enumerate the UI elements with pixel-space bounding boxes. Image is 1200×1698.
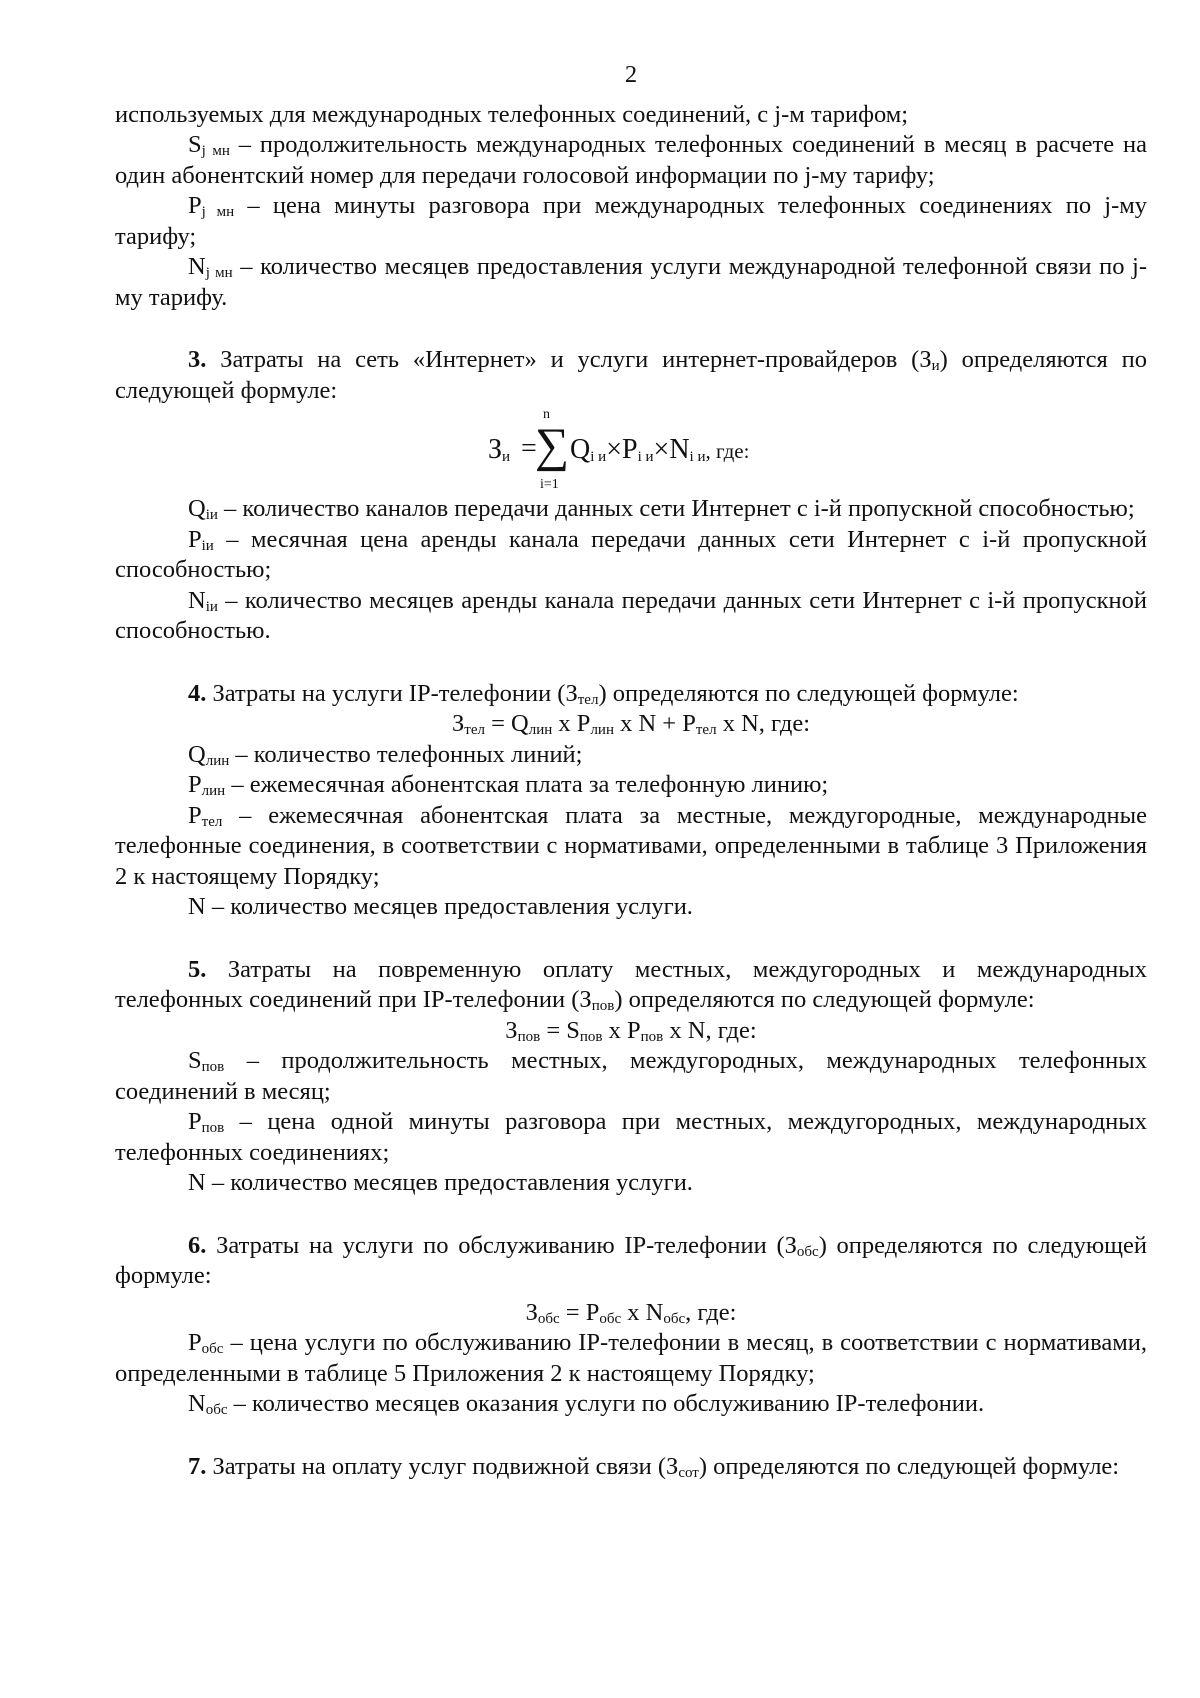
section-6-heading: 6. Затраты на услуги по обслуживанию IP-телефонии $(З_{обс})$ определяются по следующей формуле: bbox=[115, 1231, 1147, 1289]
definition-n-internet: $N_{iи}$ – количество месяцев аренды канала передачи данных сети Интернет с i-й пропускной способностью. bbox=[115, 586, 1147, 644]
section-5-heading: 5. Затраты на повременную оплату местных, междугородных и международных телефонных соединений при IP-телефонии $(З_{пов})$ определяются по следующей формуле: bbox=[115, 955, 1147, 1014]
sum-icon: ∑ bbox=[535, 419, 570, 472]
time-based-formula: $З_{пов} = S_{пов}$ x $P_{пов}$ x N, где: bbox=[505, 1016, 757, 1045]
section-4-heading: 4. Затраты на услуги IP-телефонии $(З_{тел})$ определяются по следующей формуле: bbox=[188, 679, 1019, 708]
definition-n-months: N – количество месяцев предоставления услуги. bbox=[188, 893, 693, 920]
definition-p-lines: $P_{лин}$ – ежемесячная абонентская плата за телефонную линию; bbox=[188, 771, 829, 799]
section-7-heading: 7. Затраты на оплату услуг подвижной связи $(З_{сот})$ определяются по следующей формуле: bbox=[188, 1452, 1120, 1481]
definition-p-obs: $P_{обс}$ – цена услуги по обслуживанию IP-телефонии в месяц, в соответствии с нормативами, определенными в таблице 5 Приложения 2 к настоящему Порядку; bbox=[115, 1329, 1147, 1387]
definition-n-months-5: N – количество месяцев предоставления услуги. bbox=[188, 1169, 693, 1196]
definition-n-jmn: $N_{j мн}$ – количество месяцев предоставления услуги международной телефонной связи по j-му тарифу. bbox=[115, 253, 1148, 311]
definition-p-tel: $P_{тел}$ – ежемесячная абонентская плата за местные, междугородные, международные телефонные соединения, в соответствии с нормативами, определенными в таблице 3 Приложения 2 к настоящему Порядку; bbox=[115, 801, 1147, 890]
ip-telephony-formula: $З_{тел} = Q_{лин}$ x $P_{лин}$ x $N + P_{тел}$ x N, где: bbox=[452, 710, 810, 738]
definition-p-jmn: $P_{j мн}$ – цена минуты разговора при международных телефонных соединениях по j-му тарифу; bbox=[115, 192, 1148, 250]
section-3-heading: 3. Затраты на сеть «Интернет» и услуги интернет-провайдеров $(З_и)$ определяются по следующей формуле: bbox=[115, 346, 1147, 404]
document-page bbox=[115, 60, 1147, 1482]
page-number: 2 bbox=[624, 61, 638, 88]
section-number: 5. bbox=[188, 955, 207, 983]
definition-p-pov: $P_{пов}$ – цена одной минуты разговора при местных, междугородных, международных телефонных соединениях; bbox=[115, 1108, 1147, 1166]
section-number: 3. bbox=[188, 346, 207, 373]
paragraph-continuation: используемых для международных телефонных соединений, с j-м тарифом; bbox=[115, 100, 909, 128]
definition-q-internet: $Q_{iи}$ – количество каналов передачи данных сети Интернет с i-й пропускной способностью; bbox=[188, 495, 1135, 523]
maintenance-formula: $З_{обс} = P_{обс}$ x $N_{обс}$, где: bbox=[525, 1298, 737, 1327]
section-number: 4. bbox=[188, 679, 207, 707]
definition-q-lines: $Q_{лин}$ – количество телефонных линий; bbox=[188, 740, 583, 769]
definition-s-jmn: $S_{j мн}$ – продолжительность международных телефонных соединений в месяц в расчете на один абонентский номер для передачи голосовой информации по j-му тарифу; bbox=[115, 131, 1148, 189]
internet-cost-formula: $З_и$ = n ∑ i=1 $Q_{i и}\times P_{i и}\times N_{i и}$, где: bbox=[488, 407, 750, 492]
definition-p-internet: $P_{iи}$ – месячная цена аренды канала передачи данных сети Интернет с i-й пропускной способностью; bbox=[115, 525, 1147, 583]
section-number: 6. bbox=[188, 1231, 207, 1259]
section-number: 7. bbox=[188, 1452, 207, 1480]
definition-n-obs: $N_{обс}$ – количество месяцев оказания услуги по обслуживанию IP-телефонии. bbox=[188, 1390, 985, 1418]
definition-s-pov: $S_{пов}$ – продолжительность местных, междугородных, международных телефонных соединений в месяц; bbox=[115, 1047, 1147, 1105]
